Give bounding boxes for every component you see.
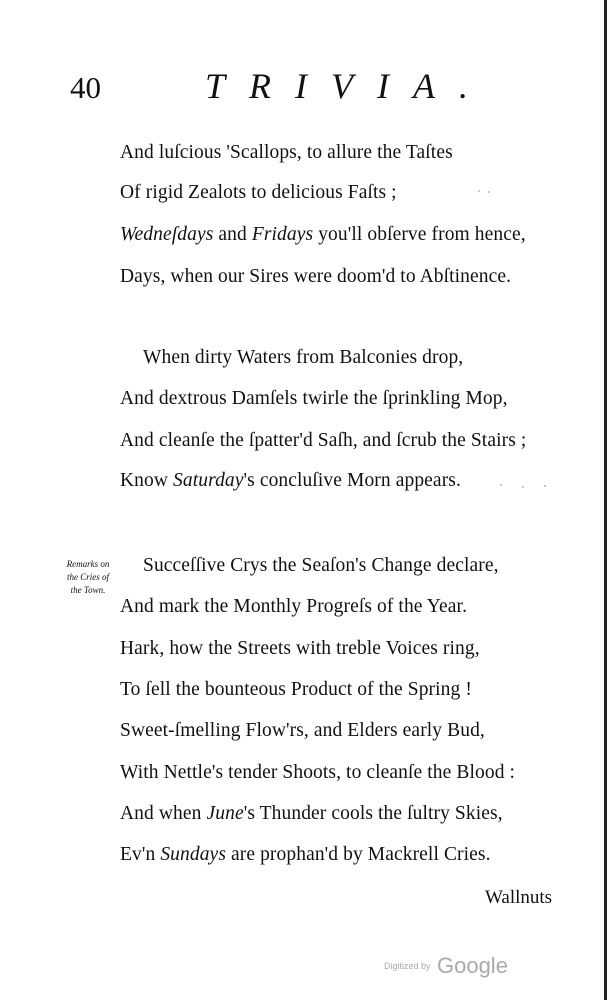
verse-line bbox=[120, 468, 461, 494]
margin-note-line: the Town. bbox=[70, 585, 106, 595]
page-number: 40 bbox=[70, 70, 101, 105]
margin-note bbox=[56, 558, 120, 597]
scan-credit-prefix: Digitized by bbox=[384, 961, 431, 971]
verse-segment: And when bbox=[120, 803, 207, 824]
verse-segment: Of rigid Zealots to delicious Faſts ; bbox=[120, 182, 397, 203]
scan-speck bbox=[544, 485, 546, 487]
verse-segment: Sweet-ſmelling Flow'rs, and Elders early Bud, bbox=[120, 720, 485, 741]
verse-line bbox=[143, 345, 463, 371]
verse-segment: Days, when our Sires were doom'd to Abſtinence. bbox=[120, 266, 512, 287]
verse-line bbox=[120, 140, 453, 166]
verse-line bbox=[120, 222, 526, 248]
scan-credit-brand: Google bbox=[436, 953, 508, 978]
verse-segment: And mark the Monthly Progreſs of the Year. bbox=[120, 596, 468, 617]
verse-segment-italic: Fridays bbox=[251, 224, 314, 245]
scan-speck bbox=[522, 486, 524, 488]
verse-line bbox=[120, 718, 485, 744]
verse-segment: Hark, how the Streets with treble Voices ring, bbox=[120, 638, 480, 659]
verse-segment: Know bbox=[120, 470, 174, 491]
verse-segment: And dextrous Damſels twirle the ſprinkling Mop, bbox=[120, 388, 508, 409]
verse-segment-italic: Saturday bbox=[173, 470, 244, 491]
verse-line bbox=[120, 677, 472, 703]
verse-line bbox=[120, 428, 526, 454]
verse-segment: When dirty Waters from Balconies drop, bbox=[143, 347, 464, 368]
verse-line bbox=[120, 636, 480, 662]
margin-note-line: the Cries of bbox=[67, 572, 109, 582]
verse-segment-italic: June bbox=[206, 803, 244, 824]
verse-segment: 's Thunder cools the ſultry Skies, bbox=[243, 803, 503, 824]
scan-speck bbox=[478, 190, 480, 192]
verse-line bbox=[143, 553, 499, 579]
margin-note-line: Remarks on bbox=[66, 559, 110, 569]
verse-line bbox=[120, 842, 491, 868]
verse-segment: To ſell the bounteous Product of the Spring ! bbox=[120, 679, 472, 700]
verse-line bbox=[120, 760, 515, 786]
verse-line bbox=[120, 264, 511, 290]
scan-credit bbox=[384, 953, 508, 979]
verse-line bbox=[120, 386, 508, 412]
verse-line bbox=[120, 180, 397, 206]
verse-segment: you'll obſerve from hence, bbox=[313, 224, 526, 245]
catchword: Wallnuts bbox=[485, 887, 553, 908]
scan-speck bbox=[488, 191, 490, 193]
verse-segment-italic: Sundays bbox=[160, 844, 227, 865]
scan-speck bbox=[500, 484, 502, 486]
verse-line bbox=[120, 594, 467, 620]
verse-segment: Succeſſive Crys the Seaſon's Change declare, bbox=[143, 555, 499, 576]
verse-segment: And cleanſe the ſpatter'd Saſh, and ſcrub the Stairs ; bbox=[120, 430, 527, 451]
verse-line bbox=[120, 801, 503, 827]
verse-segment: and bbox=[213, 224, 252, 245]
verse-segment: are prophan'd by Mackrell Cries. bbox=[226, 844, 491, 865]
running-title: TRIVIA. bbox=[205, 66, 492, 106]
verse-segment: Ev'n bbox=[120, 844, 161, 865]
verse-segment: 's concluſive Morn appears. bbox=[243, 470, 461, 491]
verse-segment-italic: Wedneſdays bbox=[120, 224, 214, 245]
verse-segment: And luſcious 'Scallops, to allure the Taſtes bbox=[120, 142, 453, 163]
verse-segment: With Nettle's tender Shoots, to cleanſe the Blood : bbox=[120, 762, 516, 783]
